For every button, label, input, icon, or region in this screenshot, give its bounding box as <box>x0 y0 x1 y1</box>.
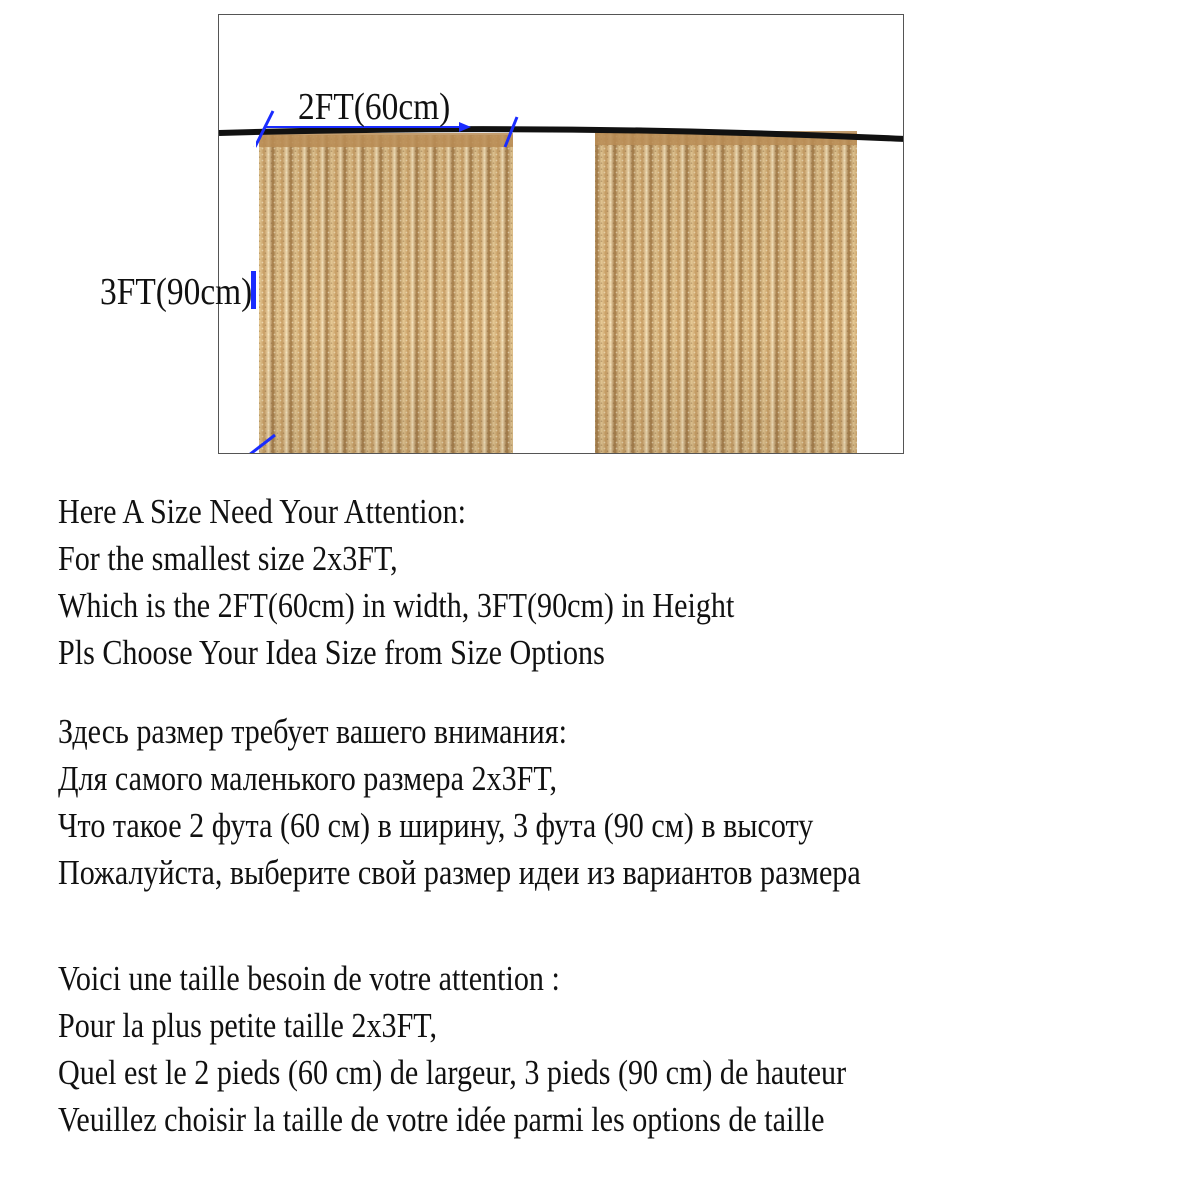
french-line: Veuillez choisir la taille de votre idée parmi les options de taille <box>58 1100 825 1139</box>
russian-line: Здесь размер требует вашего внимания: <box>58 712 567 751</box>
russian-notice <box>58 708 1158 896</box>
product-photo <box>218 14 904 454</box>
french-line: Quel est le 2 pieds (60 cm) de largeur, 3 pieds (90 cm) de hauteur <box>58 1053 847 1092</box>
english-line: Here A Size Need Your Attention: <box>58 492 466 531</box>
height-label: 3FT(90cm) <box>100 271 253 313</box>
width-label: 2FT(60cm) <box>298 86 451 128</box>
russian-line: Для самого маленького размера 2x3FT, <box>58 759 558 798</box>
english-line: Which is the 2FT(60cm) in width, 3FT(90cm) in Height <box>58 586 735 625</box>
french-line: Pour la plus petite taille 2x3FT, <box>58 1006 437 1045</box>
left-curtain-panel <box>259 133 513 454</box>
english-line: Pls Choose Your Idea Size from Size Options <box>58 633 605 672</box>
russian-line: Пожалуйста, выберите свой размер идеи из вариантов размера <box>58 853 861 892</box>
curtain-illustration <box>219 15 904 454</box>
english-notice <box>58 488 1158 676</box>
french-line: Voici une taille besoin de votre attention : <box>58 959 560 998</box>
french-notice <box>58 955 1158 1143</box>
english-line: For the smallest size 2x3FT, <box>58 539 398 578</box>
right-curtain-panel <box>595 131 857 454</box>
russian-line: Что такое 2 фута (60 см) в ширину, 3 фута (90 см) в высоту <box>58 806 814 845</box>
